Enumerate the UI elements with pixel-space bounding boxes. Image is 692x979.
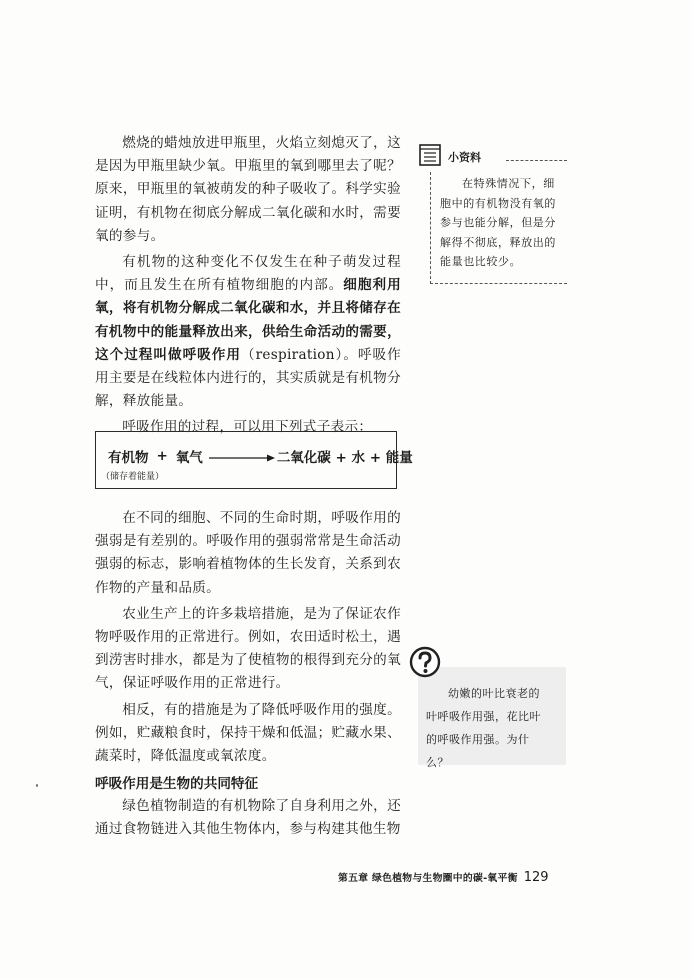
notebook-icon xyxy=(418,143,442,171)
paragraph-2 xyxy=(95,251,401,413)
formula-note: （储存着能量） xyxy=(101,472,165,482)
page-number: 129 xyxy=(523,870,549,885)
main-text-column xyxy=(95,132,401,440)
info-sidebar-header xyxy=(418,143,481,171)
paragraph-6: 相反，有的措施是为了降低呼吸作用的强度。例如，贮藏粮食时，保持干燥和低温；贮藏水果、蔬菜时，降低温度或氧浓度。 xyxy=(95,701,401,765)
plus-sign: + xyxy=(156,448,168,464)
products: 二氧化碳 + 水 + 能量 xyxy=(276,450,413,466)
info-sidebar-title: 小资料 xyxy=(448,151,481,164)
question-text: 幼嫩的叶比衰老的叶呼吸作用强，花比叶的呼吸作用强。为什么？ xyxy=(426,687,541,769)
paragraph-7: 绿色植物制造的有机物除了自身利用之外，还通过食物链进入其他生物体内，参与构建其他生物 xyxy=(95,798,401,838)
page-footer xyxy=(338,870,549,885)
info-sidebar xyxy=(418,140,567,288)
reactant-oxygen: 氧气 xyxy=(175,450,203,466)
respiration-equation xyxy=(108,446,413,466)
term-respiration: （respiration） xyxy=(240,346,344,363)
question-sidebar xyxy=(404,645,564,769)
paragraph-1: 燃烧的蜡烛放进甲瓶里，火焰立刻熄灭了，这是因为甲瓶里缺少氧。甲瓶里的氧到哪里去了呢？原来，甲瓶里的氧被萌发的种子吸收了。科学实验证明，有机物在彻底分解成二氧化碳和水时，需要氧的参与。 xyxy=(95,135,401,244)
info-sidebar-text: 在特殊情况下，细胞中的有机物没有氧的参与也能分解，但是分解得不彻底，释放出的能量也比较少。 xyxy=(440,177,556,268)
respiration-formula-box xyxy=(95,431,413,489)
respiration-definition: 细胞利用氧，将有机物分解成二氧化碳和水，并且将储存在有机物中的能量释放出来，供给生命活动的需要，这个过程叫做呼吸作用 xyxy=(95,277,401,363)
scan-speck xyxy=(36,784,38,787)
chapter-title: 第五章 绿色植物与生物圈中的碳-氧平衡 xyxy=(338,873,518,884)
paragraph-2-tail: 。呼吸作用主要是在线粒体内进行的，其实质就是有机物分解，释放能量。 xyxy=(95,346,401,410)
main-text-column-3 xyxy=(95,795,401,841)
main-text-column-2 xyxy=(95,507,401,768)
question-mark-icon xyxy=(408,645,442,683)
paragraph-3: 呼吸作用的过程，可以用下列式子表示： xyxy=(122,419,373,436)
section-heading: 呼吸作用是生物的共同特征 xyxy=(95,776,259,792)
paragraph-4: 在不同的细胞、不同的生命时期，呼吸作用的强弱是有差别的。呼吸作用的强弱常常是生命活动强弱的标志，影响着植物体的生长发育，关系到农作物的产量和品质。 xyxy=(95,510,401,596)
arrow-right-icon xyxy=(209,451,275,461)
paragraph-5: 农业生产上的许多栽培措施，是为了保证农作物呼吸作用的正常进行。例如，农田适时松土，遇到涝害时排水，都是为了使植物的根得到充分的氧气，保证呼吸作用的正常进行。 xyxy=(95,605,401,692)
dashed-divider xyxy=(506,160,567,161)
paragraph-2-lead: 有机物的这种变化不仅发生在种子萌发过程中，而且发生在所有植物细胞的内部。 xyxy=(95,254,401,294)
reactant-organic: 有机物 xyxy=(108,450,149,466)
